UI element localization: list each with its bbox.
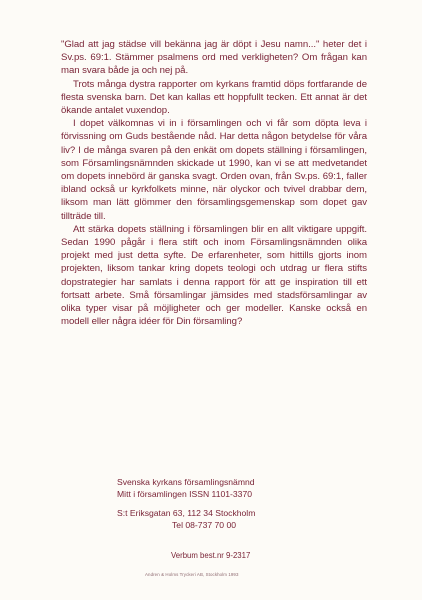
paragraph-1: "Glad att jag städse vill bekänna jag är döpt i Jesu namn..." heter det i Sv.ps. 69:1. Stämmer psalmens ord med verkligheten? Om frågan kan man svara både ja och nej på. xyxy=(61,39,367,77)
printer-credit: Andren & Holms Tryckeri AB, Stockholm 1993 xyxy=(145,572,239,577)
imprint-block xyxy=(117,476,347,531)
series-issn: Mitt i församlingen ISSN 1101-3370 xyxy=(117,489,253,499)
publisher-name: Svenska kyrkans församlingsnämnd xyxy=(117,477,255,487)
order-number: Verbum best.nr 9-2317 xyxy=(171,551,251,560)
paragraph-2: Trots många dystra rapporter om kyrkans framtid döps fortfarande de flesta svenska barn. Det kan kallas ett hoppfullt tecken. Ett annat är det ökande antalet vuxendop. xyxy=(61,78,367,117)
body-text xyxy=(61,38,367,328)
publisher-phone: Tel 08-737 70 00 xyxy=(172,520,237,530)
paragraph-4: Att stärka dopets ställning i församlingen blir en allt viktigare uppgift. Sedan 1990 pågår i flera stift och inom Församlingsnämnden olika projekt med just detta syfte. De erfarenheter, som hittills gjorts inom projekten, liksom tankar kring dopets teologi och utdrag ur flera stifts dopstrategier har samlats i denna rapport för att ge inspiration till ett fortsatt arbete. Små församlingar jämsides med stadsförsamlingar av olika typer visar på möjligheter och ger modeller. Kanske också en modell eller några idéer för Din församling? xyxy=(61,223,367,328)
publisher-address: S:t Eriksgatan 63, 112 34 Stockholm xyxy=(117,508,256,518)
paragraph-3: I dopet välkomnas vi in i församlingen och vi får som döpta leva i förvissning om Guds bestående nåd. Har detta någon betydelse för våra liv? I de många svaren på den enkät om dopets ställning i församlingen, som Församlingsnämnden skickade ut 1990, kan vi se att medvetandet om dopets innebörd är ganska svagt. Orden ovan, från Sv.ps. 69:1, faller ibland också ur kyrkfolkets minne, när olyckor och tvivel drabbar dem, liksom man lätt glömmer den församlingsgemenskap som dopet gav tillträde till. xyxy=(61,118,367,222)
